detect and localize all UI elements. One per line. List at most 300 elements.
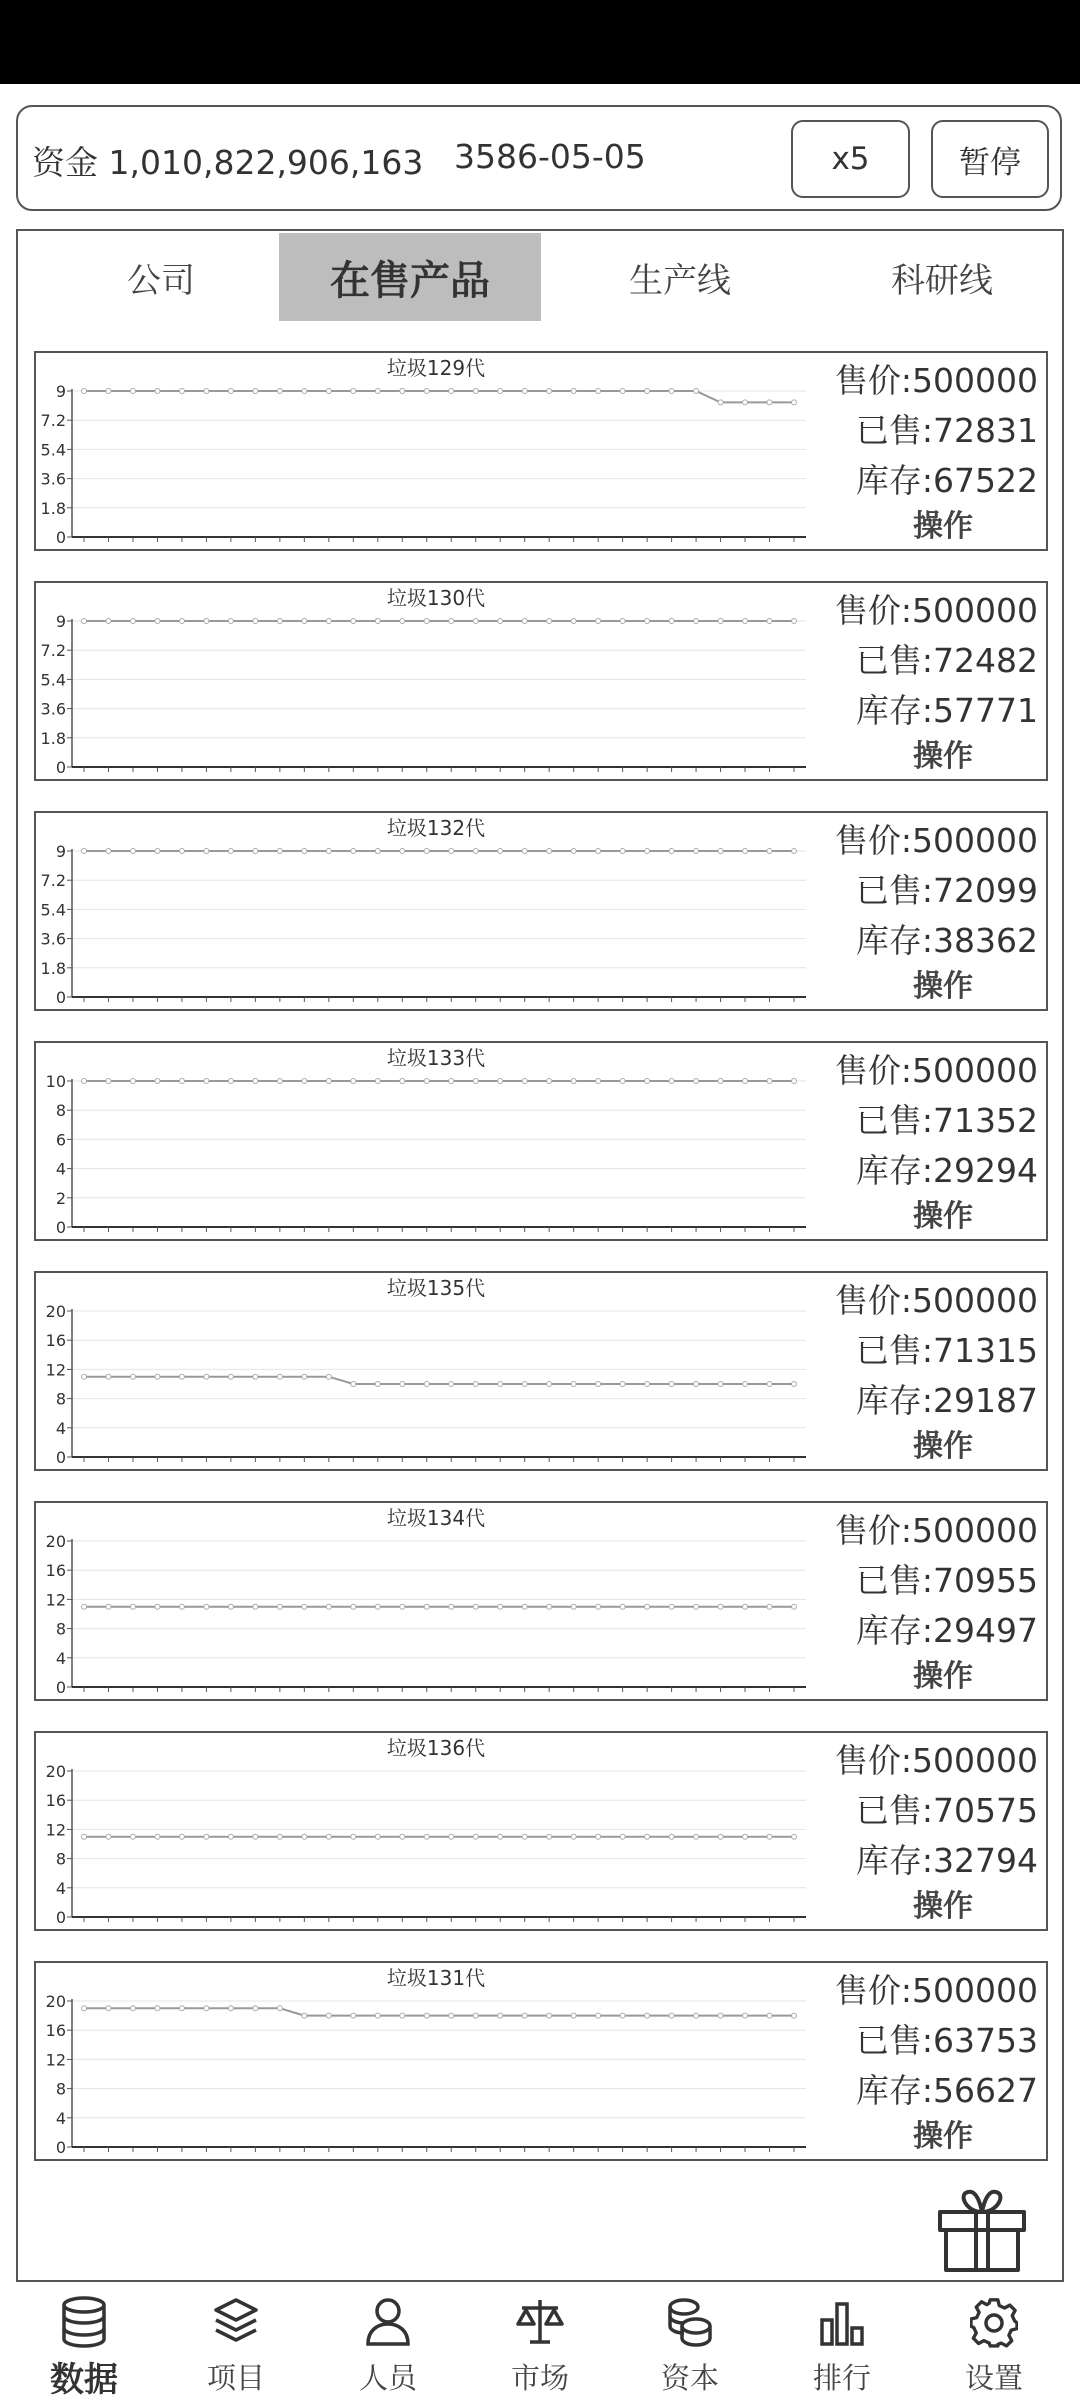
data-point	[82, 2006, 87, 2011]
operate-button[interactable]: 操作	[913, 509, 973, 544]
y-tick-label: 12	[45, 1360, 66, 1380]
y-tick-label: 20	[45, 1532, 66, 1551]
data-point	[400, 1604, 405, 1609]
data-point	[571, 1382, 576, 1387]
product-card	[34, 1501, 1048, 1701]
data-point	[130, 1834, 135, 1839]
data-point	[498, 389, 503, 394]
product-card	[34, 811, 1048, 1011]
data-point	[498, 1382, 503, 1387]
operate-button[interactable]: 操作	[913, 2119, 973, 2154]
data-point	[351, 1604, 356, 1609]
data-point	[253, 1079, 258, 1084]
data-point	[204, 849, 209, 854]
sales-line-chart	[36, 1503, 836, 1699]
data-point	[596, 619, 601, 624]
price-text: 售价:500000	[834, 1051, 1038, 1090]
data-point	[694, 849, 699, 854]
funds-display: 资金 1,010,822,906,163	[32, 143, 424, 182]
operate-button[interactable]: 操作	[913, 1889, 973, 1924]
speed-button[interactable]: x5	[791, 120, 910, 198]
data-point	[326, 1834, 331, 1839]
data-point	[743, 849, 748, 854]
operate-button[interactable]: 操作	[913, 1659, 973, 1694]
y-tick-label: 4	[55, 1418, 66, 1438]
data-point	[767, 400, 772, 405]
pause-button[interactable]: 暂停	[931, 120, 1049, 198]
y-tick-label: 4	[55, 1159, 66, 1179]
data-point	[767, 849, 772, 854]
data-point	[767, 1079, 772, 1084]
data-point	[400, 1834, 405, 1839]
sold-text: 已售:70575	[855, 1791, 1038, 1830]
sold-text: 已售:72099	[855, 871, 1038, 910]
coins-icon	[666, 2296, 714, 2348]
data-point	[424, 1604, 429, 1609]
data-point	[449, 1834, 454, 1839]
sales-line-chart	[36, 583, 836, 779]
y-tick-label: 12	[45, 1590, 66, 1610]
data-point	[302, 2013, 307, 2018]
y-tick-label: 3.6	[40, 699, 66, 719]
data-point	[547, 619, 552, 624]
data-point	[694, 389, 699, 394]
data-point	[522, 1604, 527, 1609]
y-tick-label: 0	[55, 1218, 66, 1237]
y-tick-label: 9	[55, 612, 66, 631]
data-point	[375, 1834, 380, 1839]
nav-label: 资本	[660, 2361, 719, 2395]
data-point	[767, 1834, 772, 1839]
data-point	[106, 1834, 111, 1839]
data-point	[547, 1604, 552, 1609]
data-point	[204, 1834, 209, 1839]
nav-item-projects[interactable]	[176, 2290, 296, 2400]
data-point	[130, 1079, 135, 1084]
data-point	[106, 1374, 111, 1379]
stock-text: 库存:32794	[855, 1841, 1038, 1880]
data-point	[326, 849, 331, 854]
data-point	[473, 389, 478, 394]
data-point	[179, 1079, 184, 1084]
data-point	[253, 1374, 258, 1379]
data-point	[669, 1604, 674, 1609]
data-point	[596, 849, 601, 854]
data-point	[694, 2013, 699, 2018]
series-line	[84, 1377, 794, 1384]
data-point	[179, 2006, 184, 2011]
y-tick-label: 3.6	[40, 929, 66, 949]
y-tick-label: 4	[55, 1878, 66, 1898]
y-tick-label: 5.4	[40, 670, 66, 690]
data-point	[522, 849, 527, 854]
gift-icon	[936, 2188, 1028, 2272]
data-point	[351, 2013, 356, 2018]
database-icon	[60, 2296, 108, 2348]
data-point	[718, 2013, 723, 2018]
product-card	[34, 1961, 1048, 2161]
data-point	[620, 1079, 625, 1084]
y-tick-label: 8	[55, 1849, 66, 1869]
data-point	[473, 1079, 478, 1084]
data-point	[620, 389, 625, 394]
y-tick-label: 9	[55, 382, 66, 401]
data-point	[130, 1604, 135, 1609]
data-point	[326, 1604, 331, 1609]
data-point	[571, 1834, 576, 1839]
data-point	[82, 1374, 87, 1379]
operate-button[interactable]: 操作	[913, 739, 973, 774]
y-tick-label: 8	[55, 1619, 66, 1639]
data-point	[82, 389, 87, 394]
data-point	[155, 619, 160, 624]
data-point	[498, 849, 503, 854]
data-point	[424, 1079, 429, 1084]
chart-title: 垃圾136代	[386, 1736, 486, 1760]
data-point	[277, 389, 282, 394]
data-point	[694, 1834, 699, 1839]
y-tick-label: 0	[55, 988, 66, 1007]
stock-text: 库存:29187	[855, 1381, 1038, 1420]
data-point	[326, 1374, 331, 1379]
data-point	[792, 619, 797, 624]
data-point	[82, 1834, 87, 1839]
data-point	[130, 389, 135, 394]
sold-text: 已售:63753	[855, 2021, 1038, 2060]
y-tick-label: 5.4	[40, 900, 66, 920]
data-point	[277, 1374, 282, 1379]
data-point	[277, 849, 282, 854]
data-point	[449, 1382, 454, 1387]
y-tick-label: 3.6	[40, 469, 66, 489]
sales-line-chart	[36, 1273, 836, 1469]
data-point	[302, 1079, 307, 1084]
data-point	[645, 2013, 650, 2018]
data-point	[767, 2013, 772, 2018]
data-point	[204, 619, 209, 624]
stock-text: 库存:29294	[855, 1151, 1038, 1190]
data-point	[449, 849, 454, 854]
data-point	[302, 1604, 307, 1609]
products-panel	[16, 229, 1064, 2282]
data-point	[522, 619, 527, 624]
data-point	[302, 619, 307, 624]
data-point	[375, 619, 380, 624]
price-text: 售价:500000	[834, 1511, 1038, 1550]
y-tick-label: 9	[55, 842, 66, 861]
data-point	[694, 1079, 699, 1084]
data-point	[155, 1834, 160, 1839]
data-point	[155, 2006, 160, 2011]
nav-item-capital[interactable]	[630, 2290, 750, 2400]
data-point	[375, 389, 380, 394]
data-point	[228, 1834, 233, 1839]
game-date: 3586-05-05	[454, 137, 646, 176]
data-point	[204, 389, 209, 394]
data-point	[302, 849, 307, 854]
data-point	[645, 1834, 650, 1839]
data-point	[179, 1604, 184, 1609]
chart-title: 垃圾130代	[386, 586, 486, 610]
data-point	[792, 2013, 797, 2018]
data-point	[326, 2013, 331, 2018]
sales-line-chart	[36, 1043, 836, 1239]
bottom-nav	[0, 2282, 1080, 2408]
data-point	[277, 619, 282, 624]
data-point	[718, 619, 723, 624]
data-point	[743, 619, 748, 624]
data-point	[669, 1834, 674, 1839]
data-point	[620, 619, 625, 624]
data-point	[669, 849, 674, 854]
nav-item-market[interactable]	[480, 2290, 600, 2400]
data-point	[351, 849, 356, 854]
data-point	[424, 389, 429, 394]
data-point	[351, 619, 356, 624]
data-point	[792, 1382, 797, 1387]
data-point	[400, 1382, 405, 1387]
data-point	[522, 389, 527, 394]
data-point	[596, 1079, 601, 1084]
y-tick-label: 0	[55, 2138, 66, 2157]
data-point	[718, 1079, 723, 1084]
y-tick-label: 2	[55, 1188, 66, 1208]
data-point	[253, 389, 258, 394]
data-point	[596, 1604, 601, 1609]
tab-company[interactable]: 公司	[127, 260, 195, 301]
tab-products-on-sale[interactable]: 在售产品	[279, 233, 541, 321]
y-tick-label: 4	[55, 1648, 66, 1668]
data-point	[400, 2013, 405, 2018]
price-text: 售价:500000	[834, 1741, 1038, 1780]
data-point	[571, 619, 576, 624]
data-point	[792, 400, 797, 405]
data-point	[228, 1604, 233, 1609]
nav-item-staff[interactable]	[328, 2290, 448, 2400]
data-point	[228, 1374, 233, 1379]
tab-production-lines[interactable]: 生产线	[629, 260, 731, 301]
data-point	[645, 849, 650, 854]
y-tick-label: 6	[55, 1130, 66, 1150]
data-point	[596, 389, 601, 394]
product-card	[34, 1041, 1048, 1241]
chart-title: 垃圾133代	[386, 1046, 486, 1070]
data-point	[106, 619, 111, 624]
data-point	[743, 1382, 748, 1387]
data-point	[547, 1834, 552, 1839]
y-tick-label: 12	[45, 2050, 66, 2070]
operate-button[interactable]: 操作	[913, 969, 973, 1004]
data-point	[82, 1079, 87, 1084]
data-point	[645, 389, 650, 394]
data-point	[424, 1382, 429, 1387]
data-point	[106, 1604, 111, 1609]
data-point	[767, 1382, 772, 1387]
data-point	[792, 1604, 797, 1609]
data-point	[351, 1079, 356, 1084]
data-point	[204, 1604, 209, 1609]
nav-label: 项目	[206, 2361, 265, 2395]
tab-research-lines[interactable]: 科研线	[891, 260, 993, 301]
data-point	[277, 1079, 282, 1084]
data-point	[718, 1604, 723, 1609]
nav-item-settings[interactable]	[934, 2290, 1054, 2400]
data-point	[130, 619, 135, 624]
chart-title: 垃圾131代	[386, 1966, 486, 1990]
price-text: 售价:500000	[834, 361, 1038, 400]
data-point	[473, 1834, 478, 1839]
y-tick-label: 10	[45, 1072, 66, 1091]
data-point	[253, 2006, 258, 2011]
data-point	[106, 2006, 111, 2011]
data-point	[645, 1079, 650, 1084]
y-tick-label: 20	[45, 1762, 66, 1781]
data-point	[473, 1382, 478, 1387]
data-point	[669, 389, 674, 394]
data-point	[645, 1382, 650, 1387]
data-point	[302, 1834, 307, 1839]
y-tick-label: 20	[45, 1302, 66, 1321]
data-point	[473, 2013, 478, 2018]
data-point	[743, 1834, 748, 1839]
price-text: 售价:500000	[834, 1971, 1038, 2010]
gear-icon	[970, 2296, 1018, 2348]
data-point	[571, 1604, 576, 1609]
y-tick-label: 8	[55, 1101, 66, 1121]
nav-item-data[interactable]	[24, 2290, 144, 2400]
sales-line-chart	[36, 813, 836, 1009]
data-point	[767, 1604, 772, 1609]
y-tick-label: 8	[55, 1389, 66, 1409]
data-point	[155, 849, 160, 854]
data-point	[694, 619, 699, 624]
data-point	[400, 389, 405, 394]
data-point	[596, 1834, 601, 1839]
y-tick-label: 4	[55, 2108, 66, 2128]
ranking-icon	[818, 2296, 866, 2348]
data-point	[179, 389, 184, 394]
y-tick-label: 8	[55, 2079, 66, 2099]
data-point	[645, 1604, 650, 1609]
data-point	[130, 1374, 135, 1379]
data-point	[620, 1382, 625, 1387]
data-point	[669, 1382, 674, 1387]
nav-label: 人员	[358, 2361, 417, 2395]
price-text: 售价:500000	[834, 1281, 1038, 1320]
data-point	[82, 619, 87, 624]
gift-button[interactable]	[936, 2188, 1028, 2276]
series-line	[84, 2008, 794, 2015]
y-tick-label: 7.2	[40, 411, 66, 431]
data-point	[767, 619, 772, 624]
data-point	[498, 2013, 503, 2018]
nav-item-ranking[interactable]	[782, 2290, 902, 2400]
data-point	[179, 1374, 184, 1379]
data-point	[498, 1079, 503, 1084]
y-tick-label: 0	[55, 528, 66, 547]
data-point	[792, 1834, 797, 1839]
data-point	[620, 1834, 625, 1839]
data-point	[204, 2006, 209, 2011]
data-point	[743, 1604, 748, 1609]
y-tick-label: 16	[45, 1561, 66, 1581]
y-tick-label: 0	[55, 1448, 66, 1467]
data-point	[253, 1834, 258, 1839]
data-point	[449, 389, 454, 394]
data-point	[449, 619, 454, 624]
data-point	[718, 1834, 723, 1839]
data-point	[522, 1382, 527, 1387]
data-point	[743, 1079, 748, 1084]
data-point	[326, 1079, 331, 1084]
data-point	[375, 1604, 380, 1609]
data-point	[424, 849, 429, 854]
data-point	[277, 1834, 282, 1839]
data-point	[547, 389, 552, 394]
series-line	[84, 391, 794, 402]
y-tick-label: 7.2	[40, 871, 66, 891]
data-point	[449, 1079, 454, 1084]
data-point	[375, 1079, 380, 1084]
data-point	[620, 849, 625, 854]
data-point	[351, 1834, 356, 1839]
sold-text: 已售:72482	[855, 641, 1038, 680]
y-tick-label: 1.8	[40, 728, 66, 748]
data-point	[645, 619, 650, 624]
data-point	[522, 1079, 527, 1084]
operate-button[interactable]: 操作	[913, 1199, 973, 1234]
data-point	[253, 1604, 258, 1609]
data-point	[547, 849, 552, 854]
data-point	[326, 619, 331, 624]
y-tick-label: 16	[45, 1791, 66, 1811]
data-point	[694, 1604, 699, 1609]
data-point	[155, 389, 160, 394]
data-point	[547, 1079, 552, 1084]
chart-title: 垃圾134代	[386, 1506, 486, 1530]
data-point	[400, 849, 405, 854]
nav-label: 设置	[964, 2361, 1023, 2395]
data-point	[718, 400, 723, 405]
y-tick-label: 0	[55, 1678, 66, 1697]
data-point	[571, 2013, 576, 2018]
data-point	[792, 1079, 797, 1084]
data-point	[302, 389, 307, 394]
price-text: 售价:500000	[834, 591, 1038, 630]
data-point	[547, 2013, 552, 2018]
data-point	[498, 1834, 503, 1839]
data-point	[179, 849, 184, 854]
product-card	[34, 581, 1048, 781]
top-bar	[16, 105, 1062, 211]
stock-text: 库存:56627	[855, 2071, 1038, 2110]
product-card	[34, 1731, 1048, 1931]
operate-button[interactable]: 操作	[913, 1429, 973, 1464]
nav-label: 数据	[50, 2360, 118, 2400]
data-point	[228, 1079, 233, 1084]
data-point	[228, 2006, 233, 2011]
y-tick-label: 20	[45, 1992, 66, 2011]
sold-text: 已售:71352	[855, 1101, 1038, 1140]
y-tick-label: 5.4	[40, 440, 66, 460]
data-point	[204, 1079, 209, 1084]
data-point	[204, 1374, 209, 1379]
data-point	[253, 619, 258, 624]
product-card	[34, 351, 1048, 551]
sold-text: 已售:71315	[855, 1331, 1038, 1370]
data-point	[351, 389, 356, 394]
data-point	[694, 1382, 699, 1387]
